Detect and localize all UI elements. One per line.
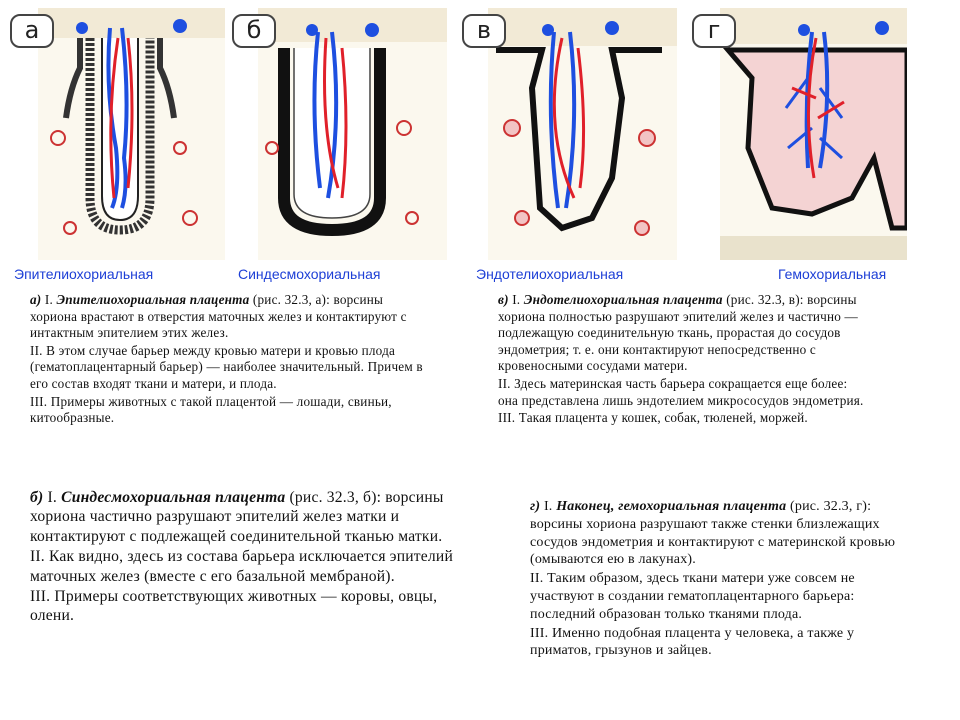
item-label: б) — [30, 489, 44, 506]
paragraph-body: (рис. 32.3, в): ворсины хориона полностью разрушают эпителий желез и частично — подлежащую соединительную ткань, прорастая до сосудов эндометрия; т. е. они контактируют непосредственно с кровеносными сосудами матери. — [498, 292, 858, 374]
caption-hemochorial: Гемохориальная — [778, 266, 887, 282]
text-block-b — [30, 488, 455, 626]
placenta-type-title: Синдесмохориальная плацента — [61, 489, 286, 506]
panel-a — [10, 8, 225, 260]
placenta-type-title: Наконец, гемохориальная плацента — [556, 499, 787, 514]
panel-b — [232, 8, 447, 260]
panel-g — [692, 8, 907, 260]
paragraph-3: III. Примеры соответствующих животных — коровы, овцы, олени. — [30, 588, 438, 625]
text-block-v — [498, 292, 868, 427]
panel-v — [462, 8, 677, 260]
paragraph-1 — [498, 292, 868, 375]
panel-letter-badge: а — [10, 14, 54, 48]
paragraph-body: (рис. 32.3, б): ворсины хориона частично разрушают эпителий желез матки и контактируют с подлежащей соединительной тканью матки. — [30, 489, 444, 545]
item-label: в) — [498, 292, 509, 307]
caption-syndesmochorial: Синдесмохориальная — [238, 266, 381, 282]
paragraph-2: II. В этом случае барьер между кровью матери и кровью плода (гематоплацентарный барьер) — наиболее значительный. Причем в его состав входят ткани и матери, и плода. — [30, 342, 423, 391]
paragraph-1 — [30, 488, 455, 546]
roman-numeral: I. — [543, 499, 553, 514]
text-block-g — [530, 498, 910, 660]
paragraph-body: (рис. 32.3, а): ворсины хориона врастают в отверстия маточных желез и контактируют с интактным эпителием этих желез. — [30, 292, 407, 341]
paragraph-3: III. Такая плацента у кошек, собак, тюленей, моржей. — [498, 410, 808, 426]
item-label: а) — [30, 292, 42, 307]
paragraph-3: III. Именно подобная плацента у человека, а также у приматов, грызунов и зайцев. — [530, 625, 855, 659]
paragraph-2: II. Таким образом, здесь ткани матери уже совсем не участвуют в создании гематоплацентарного барьера: последний образован только тканями плода. — [530, 571, 855, 622]
caption-epitheliochorial: Эпителиохориальная — [14, 266, 154, 282]
roman-numeral: I. — [47, 489, 57, 506]
caption-endotheliochorial: Эндотелиохориальная — [476, 266, 624, 282]
placenta-type-title: Эпителиохориальная плацента — [56, 292, 250, 307]
text-block-a — [30, 292, 430, 427]
panel-letter-badge: б — [232, 14, 276, 48]
paragraph-1 — [30, 292, 430, 342]
paragraph-3: III. Примеры животных с такой плацентой — лошади, свиньи, китообразные. — [30, 393, 392, 426]
placenta-type-title: Эндотелиохориальная плацента — [523, 292, 723, 307]
panel-letter-badge: в — [462, 14, 506, 48]
roman-numeral: I. — [512, 292, 521, 307]
paragraph-2: II. Как видно, здесь из состава барьера исключается эпителий маточных желез (вместе с его базальной мембраной). — [30, 548, 453, 585]
paragraph-body: (рис. 32.3, г): ворсины хориона разрушают также стенки близлежащих сосудов эндометрия и контактируют с материнской кровью (омываются ею в лакунах). — [530, 499, 896, 568]
roman-numeral: I. — [44, 292, 53, 307]
paragraph-2: II. Здесь материнская часть барьера сокращается еще более: она представлена лишь эндотелием микрососудов эндометрия. — [498, 375, 864, 408]
panel-letter-badge: г — [692, 14, 736, 48]
paragraph-1 — [530, 498, 910, 569]
item-label: г) — [530, 499, 541, 514]
